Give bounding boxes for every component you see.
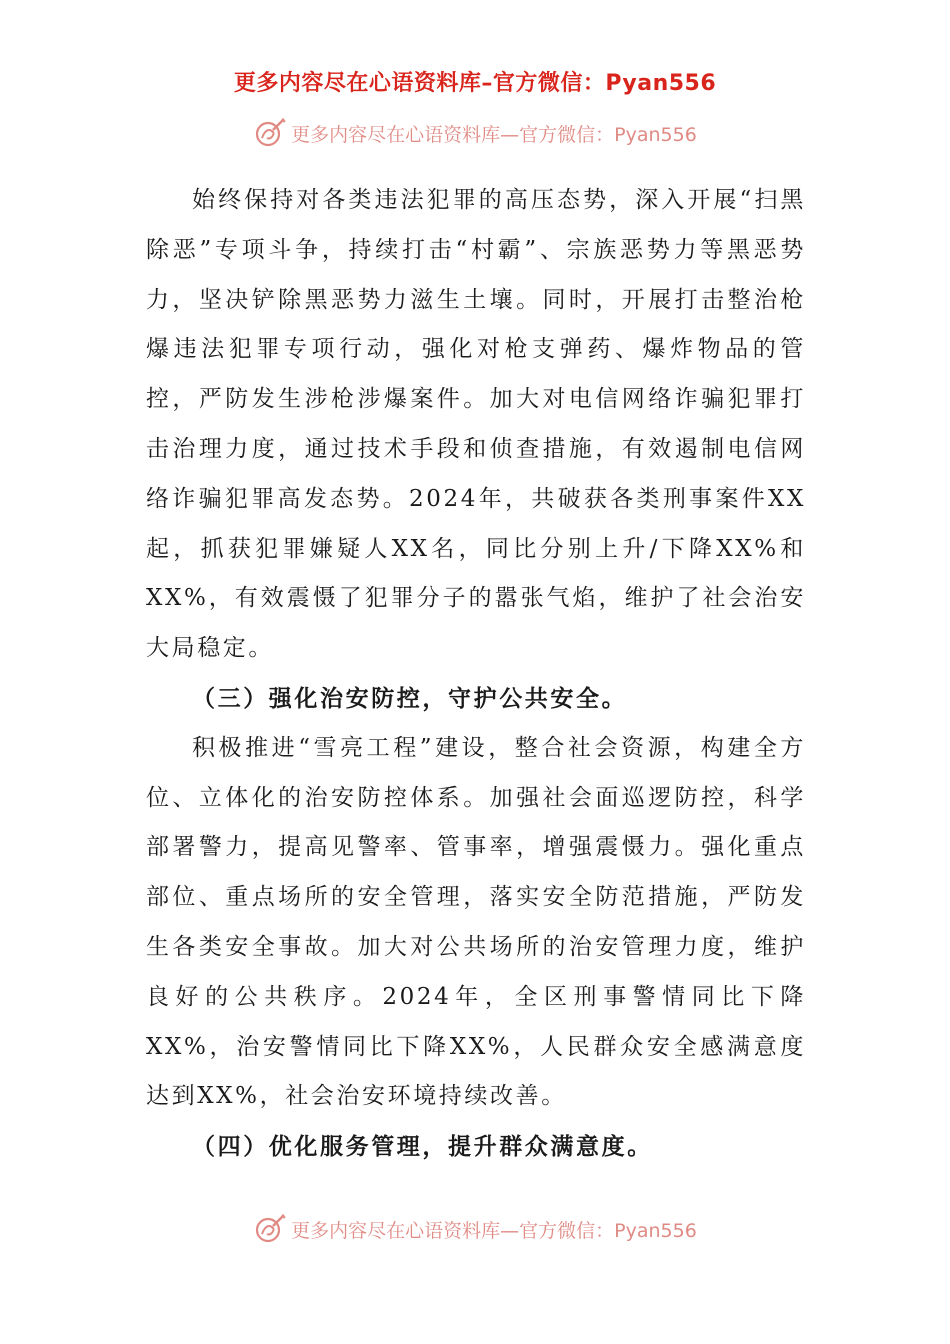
section-heading-4: （四）优化服务管理，提升群众满意度。 bbox=[192, 1133, 653, 1161]
watermark-text: 更多内容尽在心语资料库—官方微信：Pyan556 bbox=[291, 123, 697, 146]
watermark-top bbox=[0, 116, 950, 150]
paragraph-1: 始终保持对各类违法犯罪的高压态势，深入开展“扫黑除恶”专项斗争，持续打击“村霸”、宗族恶势力等黑恶势力，坚决铲除黑恶势力滋生土壤。同时，开展打击整治枪爆违法犯罪专项行动，强化对枪支弹药、爆炸物品的管控，严防发生涉枪涉爆案件。加大对电信网络诈骗犯罪打击治理力度，通过技术手段和侦查措施，有效遏制电信网络诈骗犯罪高发态势。2024年，共破获各类刑事案件XX起，抓获犯罪嫌疑人XX名，同比分别上升/下降XX%和XX%，有效震慑了犯罪分子的嚣张气焰，维护了社会治安大局稳定。 bbox=[146, 187, 806, 662]
section-heading-3: （三）强化治安防控，守护公共安全。 bbox=[192, 684, 628, 712]
paragraph-2: 积极推进“雪亮工程”建设，整合社会资源，构建全方位、立体化的治安防控体系。加强社会面巡逻防控，科学部署警力，提高见警率、管事率，增强震慑力。强化重点部位、重点场所的安全管理，落实安全防范措施，严防发生各类安全事故。加大对公共场所的治安管理力度，维护良好的公共秩序。2024年，全区刑事警情同比下降XX%，治安警情同比下降XX%，人民群众安全感满意度达到XX%，社会治安环境持续改善。 bbox=[146, 734, 806, 1110]
header-banner: 更多内容尽在心语资料库–官方微信：Pyan556 bbox=[233, 71, 717, 96]
signature-pen-icon bbox=[253, 116, 287, 150]
document-body bbox=[146, 176, 806, 1172]
watermark-bottom bbox=[0, 1212, 950, 1246]
signature-pen-icon bbox=[253, 1212, 287, 1246]
watermark-text: 更多内容尽在心语资料库—官方微信：Pyan556 bbox=[291, 1219, 697, 1242]
